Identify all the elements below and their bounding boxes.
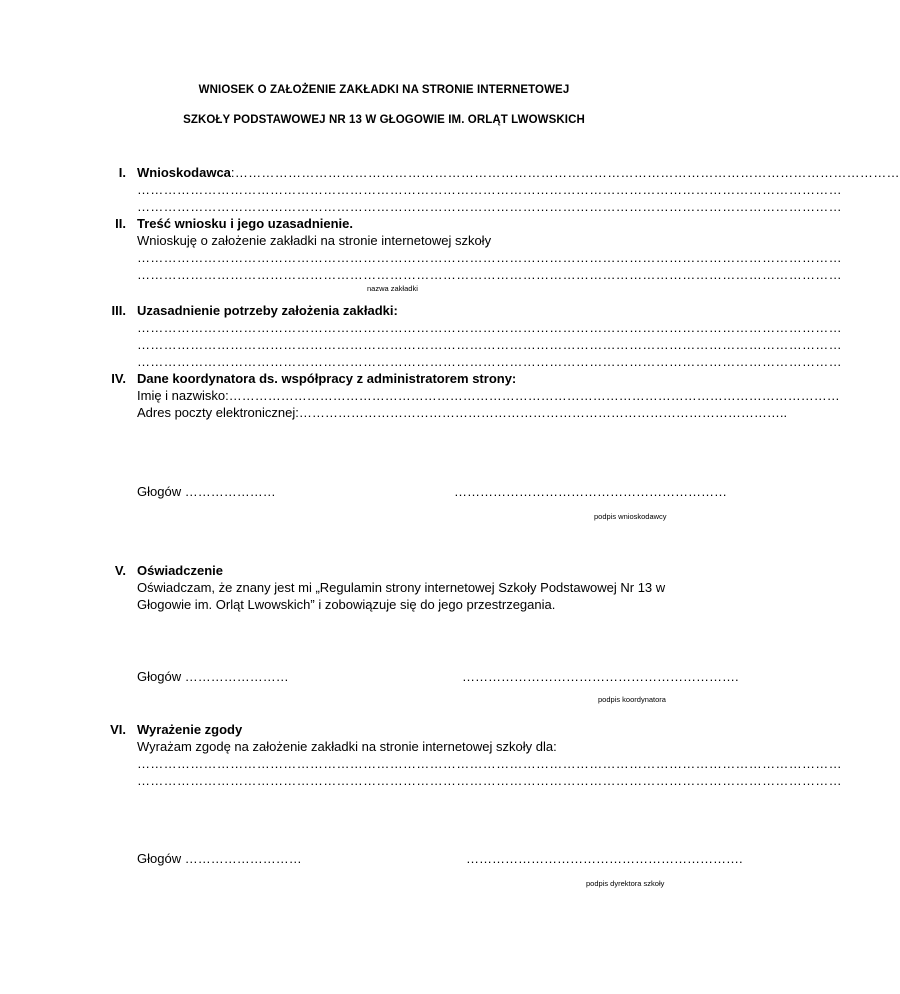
place-date-field-1[interactable]: Głogów …………………	[137, 484, 276, 499]
tab-name-line-1[interactable]: ……………………………………………………………………………………………………………………………………………	[137, 250, 842, 265]
applicant-signature-line[interactable]: ………………………………………………………	[454, 484, 727, 499]
tab-name-caption: nazwa zakładki	[367, 284, 418, 293]
applicant-label: Wnioskodawca	[137, 165, 231, 180]
declaration-text-2: Głogowie im. Orląt Lwowskich” i zobowiązuje się do jego przestrzegania.	[137, 597, 556, 612]
justification-line-1[interactable]: ……………………………………………………………………………………………………………………………………………	[137, 320, 842, 335]
section-number-2: II.	[115, 216, 126, 231]
coordinator-name-field[interactable]: Imię i nazwisko:……………………………………………………………………………………………………………………………	[137, 388, 840, 403]
section-number-4: IV.	[111, 371, 126, 386]
director-signature-line[interactable]: ……………………………………………………….	[466, 851, 743, 866]
document-title-line-1: WNIOSEK O ZAŁOŻENIE ZAKŁADKI NA STRONIE INTERNETOWEJ	[198, 84, 570, 96]
place-date-field-3[interactable]: Głogów ………………………	[137, 851, 302, 866]
coordinator-heading: Dane koordynatora ds. współpracy z administratorem strony:	[137, 371, 517, 386]
justification-heading: Uzasadnienie potrzeby założenia zakładki:	[137, 303, 398, 318]
request-text: Wnioskuję o założenie zakładki na stronie internetowej szkoły	[137, 233, 492, 248]
applicant-signature-caption: podpis wnioskodawcy	[594, 512, 667, 521]
section-number-6: VI.	[110, 722, 126, 737]
coordinator-signature-line[interactable]: ……………………………………………………….	[462, 669, 739, 684]
declaration-heading: Oświadczenie	[137, 563, 223, 578]
justification-line-2[interactable]: ……………………………………………………………………………………………………………………………………………	[137, 337, 842, 352]
consent-line-1[interactable]: ……………………………………………………………………………………………………………………………………………	[137, 756, 842, 771]
section-number-5: V.	[114, 563, 126, 578]
consent-line-2[interactable]: ……………………………………………………………………………………………………………………………………………	[137, 773, 842, 788]
tab-name-line-2[interactable]: ……………………………………………………………………………………………………………………………………………	[137, 267, 842, 282]
request-heading: Treść wniosku i jego uzasadnienie.	[137, 216, 354, 231]
section-number-1: I.	[118, 165, 126, 180]
applicant-line-3[interactable]: ……………………………………………………………………………………………………………………………………………	[137, 199, 842, 214]
applicant-line-2[interactable]: ……………………………………………………………………………………………………………………………………………	[137, 182, 842, 197]
place-date-field-2[interactable]: Głogów ……………………	[137, 669, 289, 684]
consent-heading: Wyrażenie zgody	[137, 722, 243, 737]
section-number-3: III.	[111, 303, 126, 318]
document-title-line-2: SZKOŁY PODSTAWOWEJ NR 13 W GŁOGOWIE IM. ORLĄT LWOWSKICH	[183, 114, 585, 126]
justification-line-3[interactable]: ……………………………………………………………………………………………………………………………………………	[137, 354, 842, 369]
applicant-dots: :……………………………………………………………………………………………………………………………………	[230, 165, 900, 180]
declaration-text-1: Oświadczam, że znany jest mi „Regulamin strony internetowej Szkoły Podstawowej Nr 13 w	[137, 580, 666, 595]
applicant-field[interactable]	[137, 164, 900, 181]
director-signature-caption: podpis dyrektora szkoły	[586, 879, 665, 888]
coordinator-signature-caption: podpis koordynatora	[598, 695, 666, 704]
consent-text: Wyrażam zgodę na założenie zakładki na stronie internetowej szkoły dla:	[137, 739, 557, 754]
coordinator-email-field[interactable]: Adres poczty elektronicznej:…………………………………………………………………………………………………..	[137, 405, 788, 420]
